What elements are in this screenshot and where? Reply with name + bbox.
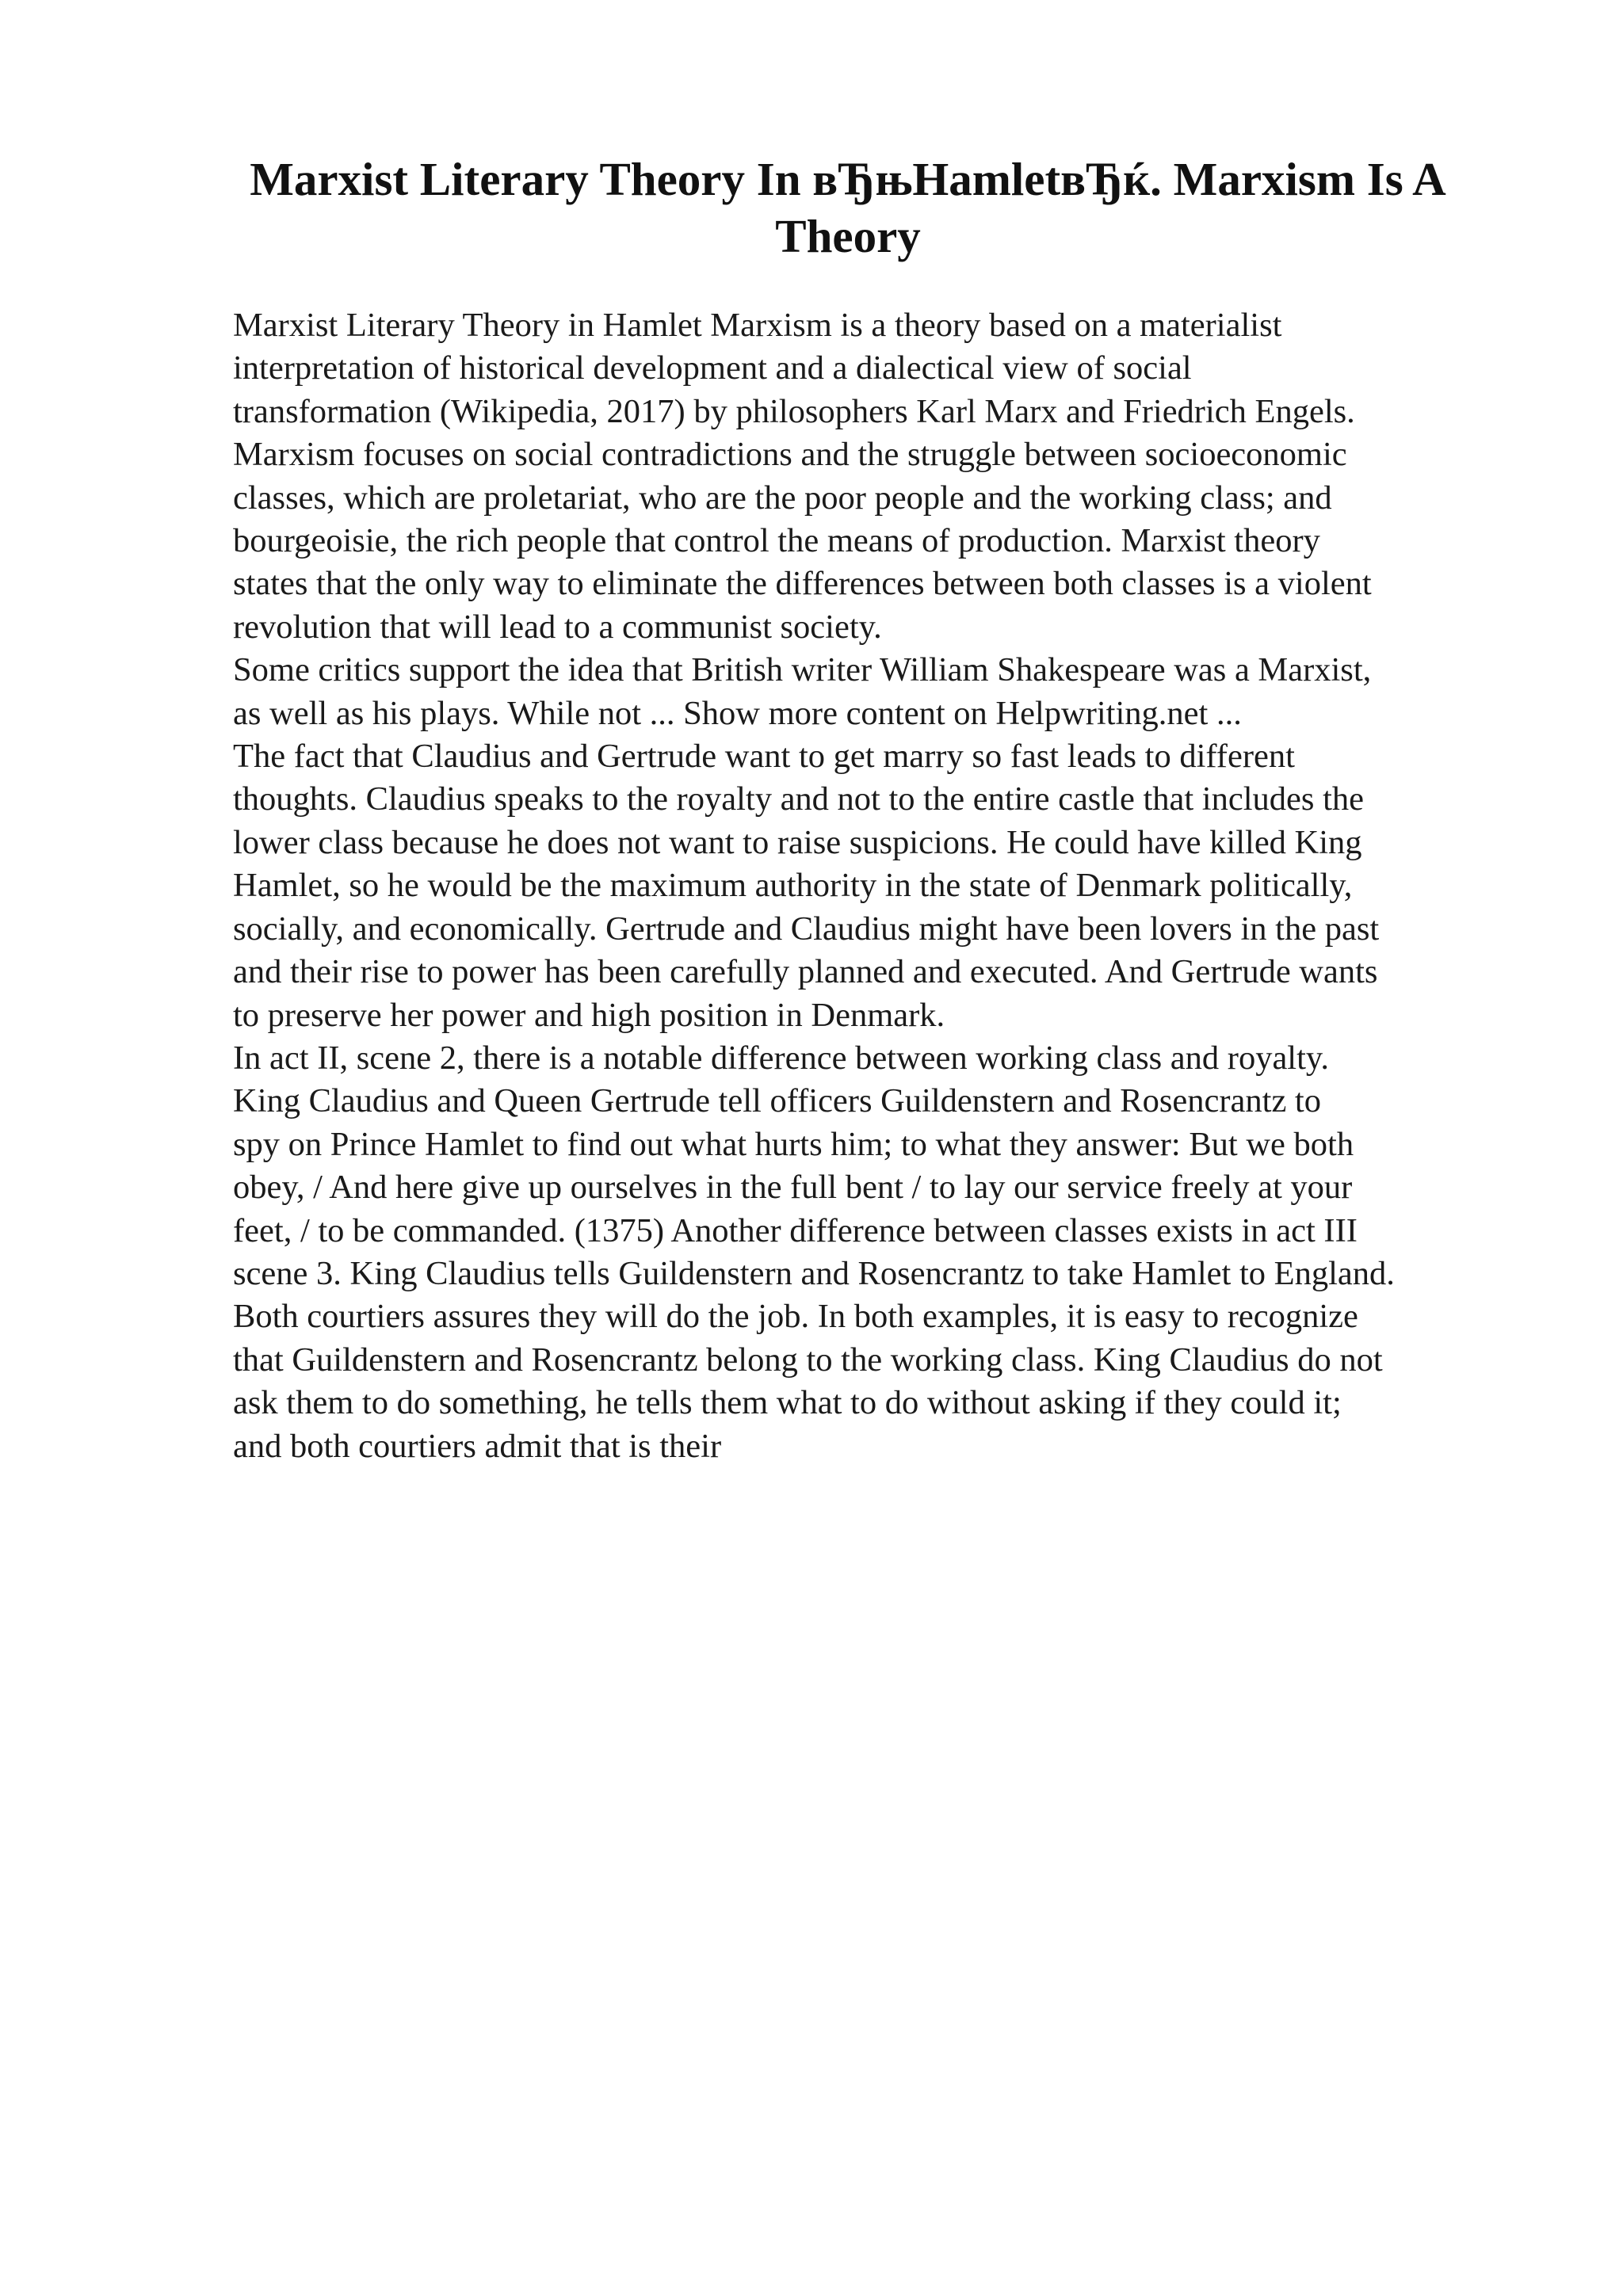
body-line: bourgeoisie, the rich people that control the means of production. Marxist theory [233,522,1320,560]
body-line: obey, / And here give up ourselves in the full bent / to lay our service freely at your [233,1169,1353,1207]
body-line: transformation (Wikipedia, 2017) by philosophers Karl Marx and Friedrich Engels. [233,392,1355,430]
body-line: The fact that Claudius and Gertrude want to get marry so fast leads to different [233,738,1295,776]
document-title [190,151,1506,265]
body-line: Marxist Literary Theory in Hamlet Marxism is a theory based on a materialist [233,307,1282,344]
body-line: ask them to do something, he tells them what to do without asking if they could it; [233,1384,1342,1422]
body-line: that Guildenstern and Rosencrantz belong to the working class. King Claudius do not [233,1341,1383,1379]
body-line: and both courtiers admit that is their [233,1427,722,1465]
body-line: King Claudius and Queen Gertrude tell officers Guildenstern and Rosencrantz to [233,1082,1321,1120]
document-body [233,304,1533,1468]
body-line: revolution that will lead to a communist society. [233,608,882,646]
body-line: Marxism focuses on social contradictions and the struggle between socioeconomic [233,436,1347,474]
body-line: feet, / to be commanded. (1375) Another difference between classes exists in act III [233,1211,1358,1249]
body-line: states that the only way to eliminate the differences between both classes is a violent [233,565,1372,603]
body-line: socially, and economically. Gertrude and Claudius might have been lovers in the past [233,910,1380,948]
body-line: to preserve her power and high position in Denmark. [233,996,945,1034]
body-line: classes, which are proletariat, who are the poor people and the working class; and [233,479,1332,517]
body-line: scene 3. King Claudius tells Guildenstern and Rosencrantz to take Hamlet to England. [233,1254,1395,1292]
body-line: interpretation of historical development and a dialectical view of social [233,349,1192,387]
body-line: as well as his plays. While not ... Show more content on Helpwriting.net ... [233,694,1242,732]
body-line: Some critics support the idea that British writer William Shakespeare was a Marxist, [233,651,1372,689]
body-line: Hamlet, so he would be the maximum authority in the state of Denmark politically, [233,867,1353,905]
body-line: Both courtiers assures they will do the job. In both examples, it is easy to recognize [233,1298,1358,1336]
body-line: spy on Prince Hamlet to find out what hurts him; to what they answer: But we both [233,1125,1354,1163]
body-line: and their rise to power has been carefully planned and executed. And Gertrude wants [233,953,1378,991]
body-line: thoughts. Claudius speaks to the royalty and not to the entire castle that includes the [233,780,1364,818]
title-line: Theory [775,210,921,262]
body-line: lower class because he does not want to raise suspicions. He could have killed King [233,823,1362,861]
body-line: In act II, scene 2, there is a notable difference between working class and royalty. [233,1039,1330,1077]
title-line: Marxist Literary Theory In вЂњHamletвЂќ. Marxism Is A [250,153,1446,205]
